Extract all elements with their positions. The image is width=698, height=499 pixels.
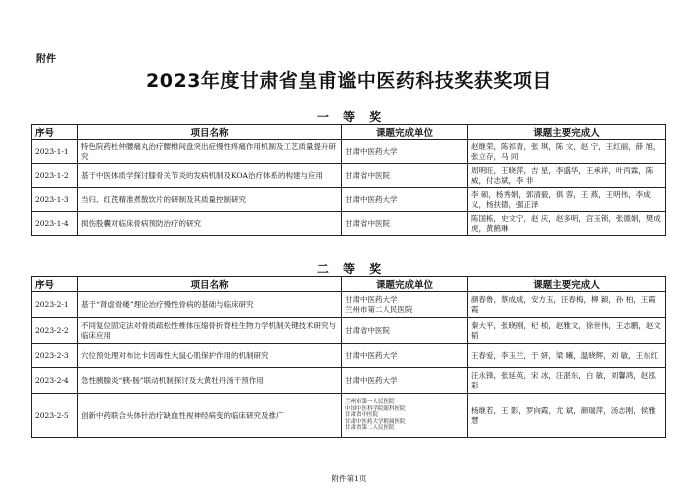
header-id: 序号	[32, 125, 78, 140]
row-persons: 李 硕，杨秀娟，郭清毅，俱 蓉，王 燕，王明伟，李成义，杨扶德，强正泽	[468, 188, 666, 212]
row-unit: 兰州市第一人民医院 中国中医科学院眼科医院 甘肃省中医院 甘肃中医药大学附属医院 甘肃省第二人民医院	[342, 394, 468, 438]
row-unit: 甘肃省中医院	[342, 318, 468, 344]
row-persons: 王春爱，李玉兰，于 妍，梁 曦，温晓辉，刘 敏，王东红	[468, 344, 666, 368]
row-project-name: 当归、红芪精准煮散饮片的研制及其质量控制研究	[78, 188, 342, 212]
row-id: 2023-2-1	[32, 292, 78, 318]
table-row	[32, 164, 666, 188]
table-row	[32, 212, 666, 236]
row-persons: 杨继若，王 影，罗向霞，尤 斌，颜瑞萍，汤志刚，侯雅慧	[468, 394, 666, 438]
header-persons: 课题主要完成人	[468, 277, 666, 292]
row-unit: 甘肃中医药大学	[342, 368, 468, 394]
table-row	[32, 318, 666, 344]
second-prize-table	[31, 276, 666, 438]
table-row	[32, 368, 666, 394]
row-id: 2023-1-2	[32, 164, 78, 188]
row-persons: 陈国栋，史文宁，赵 庆，赵多明，宫玉锁，张德娟，樊成虎，黄鹤琳	[468, 212, 666, 236]
row-id: 2023-2-3	[32, 344, 78, 368]
row-unit: 甘肃中医药大学	[342, 344, 468, 368]
header-name: 项目名称	[78, 125, 342, 140]
header-name: 项目名称	[78, 277, 342, 292]
row-id: 2023-2-4	[32, 368, 78, 394]
table-header-row	[32, 125, 666, 140]
row-id: 2023-1-1	[32, 140, 78, 164]
table-row	[32, 140, 666, 164]
document-title: 2023年度甘肃省皇甫谧中医药科技奖获奖项目	[146, 70, 552, 92]
row-unit: 甘肃中医药大学	[342, 140, 468, 164]
page-footer: 附件第1页	[331, 474, 367, 483]
row-id: 2023-2-5	[32, 394, 78, 438]
table-row	[32, 344, 666, 368]
row-id: 2023-2-2	[32, 318, 78, 344]
row-id: 2023-1-3	[32, 188, 78, 212]
attachment-label: 附件	[36, 54, 56, 65]
row-project-name: 损伤股囊对临床骨病预防治疗的研究	[78, 212, 342, 236]
header-persons: 课题主要完成人	[468, 125, 666, 140]
row-project-name: 基于中医体质学探讨膝骨关节炎的发病机制及KOA治疗体系的构建与应用	[78, 164, 342, 188]
row-unit: 甘肃中医药大学 兰州市第二人民医院	[342, 292, 468, 318]
row-project-name: 创新中药联合头体针治疗缺血性视神经病变的临床研究及推广	[78, 394, 342, 438]
header-unit: 课题完成单位	[342, 125, 468, 140]
row-unit: 甘肃省中医院	[342, 212, 468, 236]
row-project-name: 特色院药杜仲腰痛丸治疗腰椎间盘突出症慢性疼痛作用机制及工艺质量提升研究	[78, 140, 342, 164]
first-prize-table	[31, 124, 666, 236]
header-unit: 课题完成单位	[342, 277, 468, 292]
row-project-name: 穴位预处理对布比卡因毒性大鼠心肌保护作用的机制研究	[78, 344, 342, 368]
row-persons: 周明旺，王晓萍，吉 星，李盛华，王承祥，叶丙霖，陈 威，付志斌，李 非	[468, 164, 666, 188]
table-row	[32, 394, 666, 438]
row-id: 2023-1-4	[32, 212, 78, 236]
section-title-second-prize: 二 等 奖	[316, 262, 382, 276]
row-project-name: 不同复位固定法对骨质疏松性椎体压缩骨折脊柱生物力学机制关键技术研究与临床应用	[78, 318, 342, 344]
row-project-name: 急性胰腺炎“胰-肠”联动机制探讨及大黄牡丹汤干预作用	[78, 368, 342, 394]
row-persons: 颜春鲁，蔡成成，安方玉，汪春梅，柳 颖，孙 柏，王霞霞	[468, 292, 666, 318]
table-row	[32, 188, 666, 212]
table-header-row	[32, 277, 666, 292]
row-persons: 汪永锋，张延英，宋 冰，汪湛东，白 敏，刘馨鸿，赵泓彩	[468, 368, 666, 394]
row-persons: 秦大平，张晓刚，杞 桢，赵雅文，徐世伟，王志鹏，赵文韬	[468, 318, 666, 344]
row-unit: 甘肃省中医院	[342, 164, 468, 188]
row-unit: 甘肃中医药大学	[342, 188, 468, 212]
row-project-name: 基于“肾虚骨痿”理论治疗慢性骨病的基础与临床研究	[78, 292, 342, 318]
section-title-first-prize: 一 等 奖	[316, 110, 382, 124]
table-row	[32, 292, 666, 318]
header-id: 序号	[32, 277, 78, 292]
row-persons: 赵继荣，陈祁青，张 琪，陈 文，赵 宁，王红丽，薛 旭，张立存，马 同	[468, 140, 666, 164]
